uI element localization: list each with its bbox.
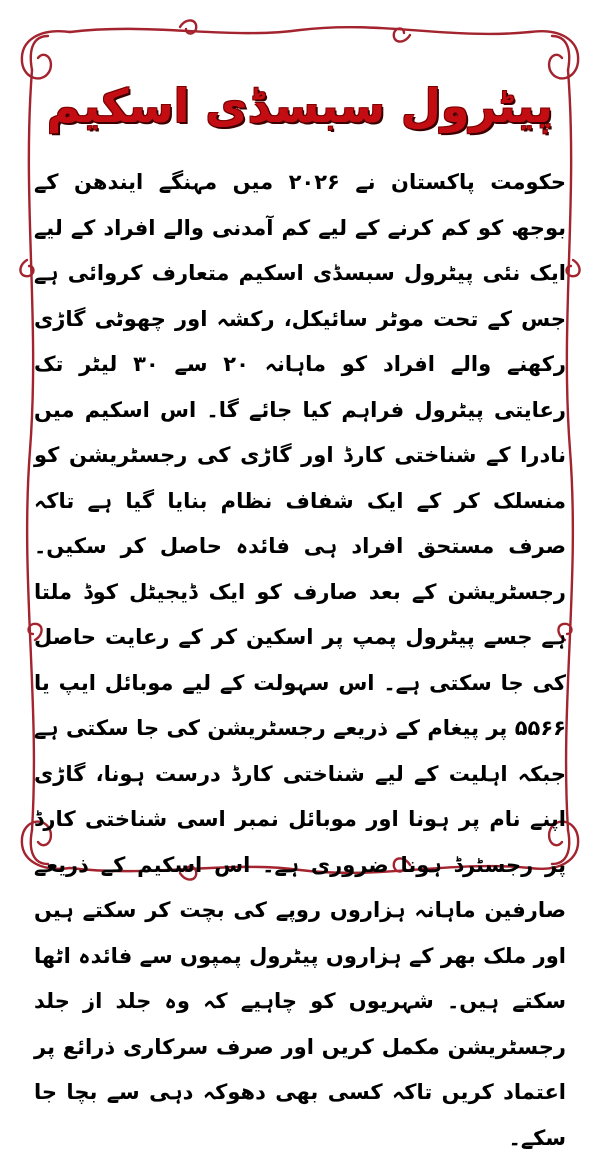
article-body: حکومت پاکستان نے ۲۰۲۶ میں مہنگے ایندھن کے بوجھ کو کم کرنے کے لیے کم آمدنی والے افراد کے لیے ایک نئی پیٹرول سبسڈی اسکیم متعارف کروائی ہے جس کے تحت موٹر سائیکل، رکشہ اور چھوٹی گاڑی رکھنے والے افراد کو ماہانہ ۲۰ سے ۳۰ لیٹر تک رعایتی پیٹرول فراہم کیا جائے گا۔ اس اسکیم میں نادرا کے شناختی کارڈ اور گاڑی کی رجسٹریشن کو منسلک کر کے ایک شفاف نظام بنایا گیا ہے تاکہ صرف مستحق افراد ہی فائدہ حاصل کر سکیں۔ رجسٹریشن کے بعد صارف کو ایک ڈیجیٹل کوڈ ملتا ہے جسے پیٹرول پمپ پر اسکین کر کے رعایت حاصل کی جا سکتی ہے۔ اس سہولت کے لیے موبائل ایپ یا ۵۵۶۶ پر پیغام کے ذریعے رجسٹریشن کی جا سکتی ہے جبکہ اہلیت کے لیے شناختی کارڈ درست ہونا، گاڑی اپنے نام پر ہونا اور موبائل نمبر اسی شناختی کارڈ پر رجسٹرڈ ہونا ضروری ہے۔ اس اسکیم کے ذریعے صارفین ماہانہ ہزاروں روپے کی بچت کر سکتے ہیں اور ملک بھر کے ہزاروں پیٹرول پمپوں سے فائدہ اٹھا سکتے ہیں۔ شہریوں کو چاہیے کہ وہ جلد از جلد رجسٹریشن مکمل کریں اور صرف سرکاری ذرائع پر اعتماد کریں تاکہ کسی بھی دھوکہ دہی سے بچا جا سکے۔ xyxy=(34,170,567,1150)
page-title: پیٹرول سبسڈی اسکیم xyxy=(46,79,554,133)
